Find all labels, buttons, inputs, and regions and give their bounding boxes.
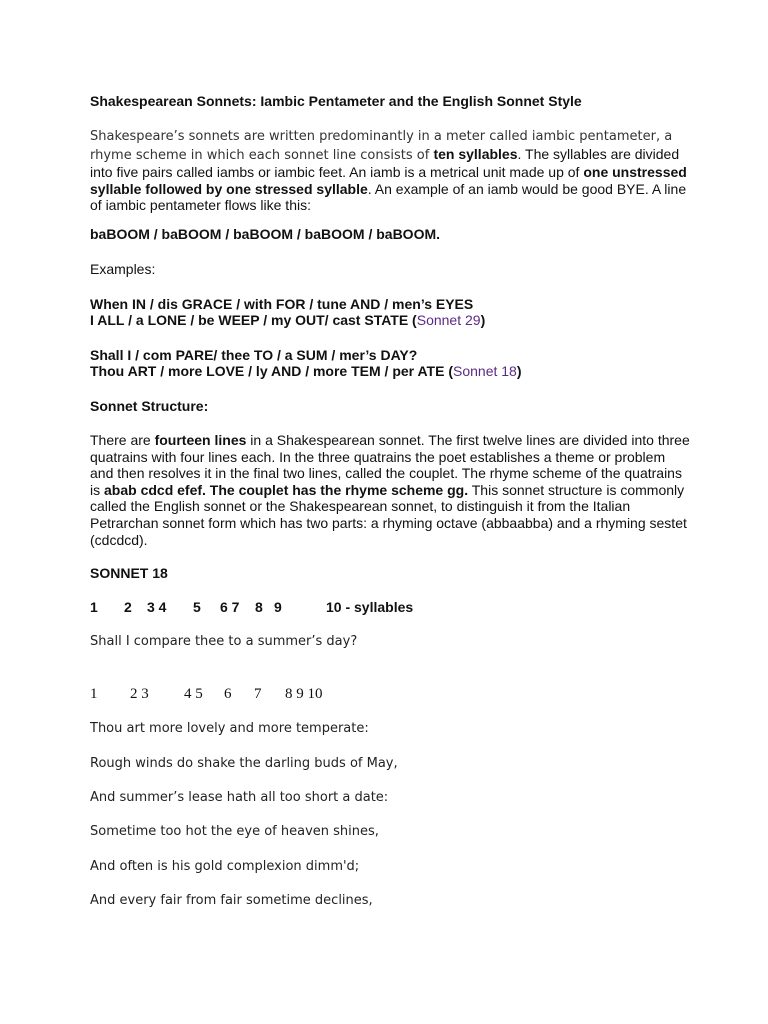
syllable-number: 7 [254, 686, 262, 702]
structure-paragraph [90, 432, 690, 548]
syllable-count-row-2 [90, 686, 490, 706]
intro-paragraph [90, 127, 690, 214]
structure-text-4: abab cdcd efef. The couplet has the rhyme scheme gg. [104, 481, 469, 498]
intro-text-4: one unstressed syllable followed by one stressed syllable [90, 164, 687, 197]
syllable-number: 1 [90, 686, 98, 702]
syllable-number: 2 3 [130, 686, 149, 702]
sonnet-line: Thou art more lovely and more temperate: [90, 721, 369, 736]
example2-line2 [90, 363, 522, 380]
structure-text-3: in a Shakespearean sonnet. The first twelve lines are divided into three quatrains with four lines each. In the three quatrains the poet establishes a theme or problem and then resolves it in the final two lines, called the couplet. The rhyme scheme of the quatrains is [90, 432, 690, 498]
sonnet-line: Sometime too hot the eye of heaven shines, [90, 824, 379, 839]
sonnet-29-link[interactable]: Sonnet 29 [416, 312, 481, 328]
example2-line1: Shall I / com PARE/ thee TO / a SUM / mer’s DAY? [90, 347, 418, 363]
syllable-number: 5 [193, 599, 201, 615]
syllable-number: 1 [90, 599, 98, 615]
structure-text-5: This sonnet structure is commonly called the English sonnet or the Shakespearean sonnet, to distinguish it from the Italian Petrarchan sonnet form which has two parts: a rhyming octave (abbaabba) and a rhyming sestet (cdcdcd). [90, 481, 687, 548]
example2-line2-close: ) [516, 363, 522, 379]
intro-text-2: ten syllables [433, 145, 518, 162]
structure-text-1: There are [90, 432, 155, 448]
intro-text-1: Shakespeare’s sonnets are written predominantly in a meter called iambic pentameter, a rhyme scheme in which each sonnet line consists of [90, 129, 673, 163]
iamb-pattern: baBOOM / baBOOM / baBOOM / baBOOM / baBOOM. [90, 226, 441, 242]
structure-heading: Sonnet Structure: [90, 398, 209, 414]
sonnet-heading: SONNET 18 [90, 565, 168, 581]
sonnet-line: And summer’s lease hath all too short a date: [90, 790, 389, 805]
syllable-number: 4 5 [184, 686, 203, 702]
intro-text-5: . An example of an iamb would be good BYE. A line of iambic pentameter flows like this: [90, 180, 687, 214]
example1-line2-close: ) [480, 312, 486, 328]
syllable-number: 6 [224, 686, 232, 702]
sonnet-line: Shall I compare thee to a summer’s day? [90, 634, 358, 649]
example2-line2-text: Thou ART / more LOVE / ly AND / more TEM / per ATE ( [90, 363, 453, 379]
document-title: Shakespearean Sonnets: Iambic Pentameter and the English Sonnet Style [90, 93, 582, 109]
examples-label: Examples: [90, 261, 156, 277]
syllable-number: 3 4 [147, 599, 167, 615]
structure-text-2: fourteen lines [154, 432, 247, 448]
example1-line2-text: I ALL / a LONE / be WEEP / my OUT/ cast STATE ( [90, 312, 417, 328]
intro-text-3: . The syllables are divided into five pairs called iambs or iambic feet. An iamb is a metrical unit made up of [90, 145, 680, 181]
syllable-number: 6 7 [220, 599, 240, 615]
example1-line2 [90, 312, 485, 329]
syllable-number: 8 9 10 [285, 686, 323, 702]
example1-line1: When IN / dis GRACE / with FOR / tune AND / men’s EYES [90, 296, 474, 312]
sonnet-18-link[interactable]: Sonnet 18 [453, 363, 517, 379]
syllable-number: 2 [124, 599, 132, 615]
syllable-count-row [90, 599, 490, 617]
syllable-number: 8 [255, 599, 263, 615]
sonnet-line: And often is his gold complexion dimm'd; [90, 859, 360, 874]
syllable-number: 9 [274, 599, 282, 615]
syllable-label: 10 - syllables [326, 599, 414, 615]
sonnet-line: And every fair from fair sometime declines, [90, 893, 373, 908]
sonnet-line: Rough winds do shake the darling buds of May, [90, 756, 398, 771]
